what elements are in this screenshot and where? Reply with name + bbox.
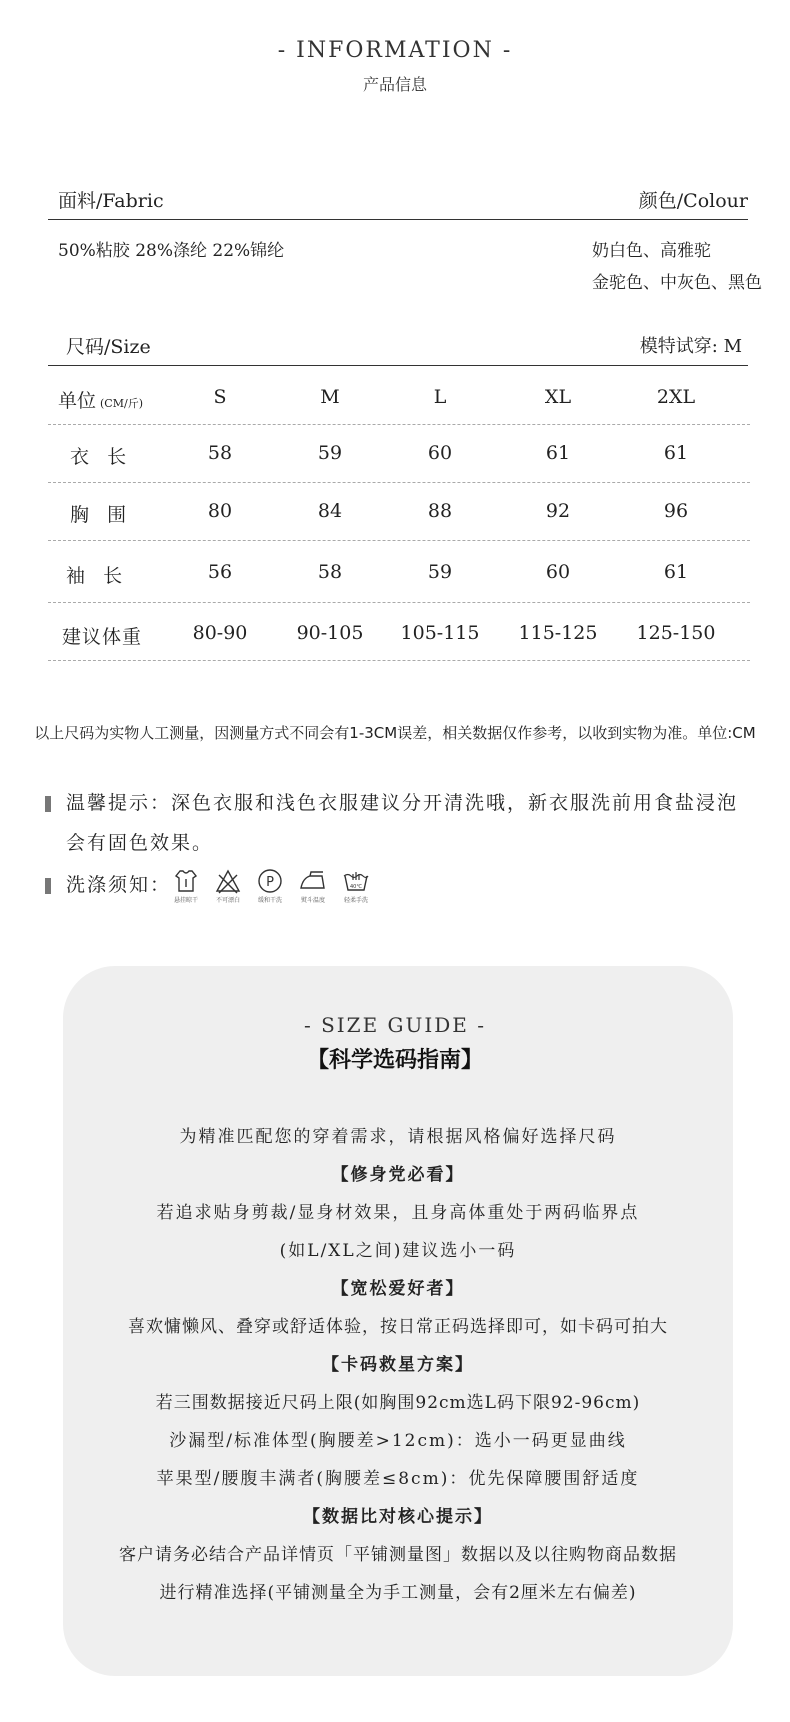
table-dash-line xyxy=(48,424,750,425)
table-cell: 56 xyxy=(207,561,233,583)
guide-line: 沙漏型/标准体型(胸腰差>12cm)：选小一码更显曲线 xyxy=(169,1431,627,1451)
table-cell: 60 xyxy=(545,561,571,583)
table-cell: 60 xyxy=(427,442,453,464)
table-row xyxy=(48,622,750,662)
guide-heading: 【数据比对核心提示】 xyxy=(303,1507,493,1527)
guide-heading: 【修身党必看】 xyxy=(331,1165,465,1185)
table-cell: 88 xyxy=(427,500,453,522)
tip-marker xyxy=(45,878,51,894)
wash-label: 洗涤须知： xyxy=(66,874,172,896)
size-header-row xyxy=(48,386,750,426)
colour-label: 颜色/Colour xyxy=(638,190,748,212)
guide-line: 喜欢慵懒风、叠穿或舒适体验，按日常正码选择即可，如卡码可拍大 xyxy=(128,1317,668,1337)
size-guide-title-en: - SIZE GUIDE - xyxy=(303,1013,487,1037)
table-cell: 90-105 xyxy=(296,622,364,644)
table-cell: 92 xyxy=(545,500,571,522)
hang-dry-icon: 悬挂晾干 xyxy=(168,868,204,904)
table-cell: 105-115 xyxy=(400,622,480,644)
table-cell: 125-150 xyxy=(636,622,716,644)
size-divider xyxy=(48,365,748,366)
guide-line: 若追求贴身剪裁/显身材效果，且身高体重处于两码临界点 xyxy=(156,1203,640,1223)
size-col-2xl: 2XL xyxy=(656,386,696,408)
fabric-value: 50%粘胶 28%涤纶 22%锦纶 xyxy=(58,241,285,261)
table-cell: 61 xyxy=(663,442,689,464)
size-col-s: S xyxy=(213,386,227,408)
fabric-divider xyxy=(48,219,748,220)
table-row xyxy=(48,500,750,540)
table-dash-line xyxy=(48,602,750,603)
table-cell: 61 xyxy=(663,561,689,583)
guide-line: (如L/XL之间)建议选小一码 xyxy=(279,1241,517,1261)
warm-tip-line1: 温馨提示：深色衣服和浅色衣服建议分开清洗哦，新衣服洗前用食盐浸泡 xyxy=(66,792,739,814)
table-dash-line xyxy=(48,482,750,483)
tip-marker xyxy=(45,796,51,812)
iron-icon: 熨斗温度 xyxy=(295,868,331,904)
guide-heading: 【宽松爱好者】 xyxy=(331,1279,465,1299)
measurement-note: 以上尺码为实物人工测量，因测量方式不同会有1-3CM误差，相关数据仅作参考，以收到实物为准。单位:CM xyxy=(34,724,756,742)
table-cell: 59 xyxy=(317,442,343,464)
table-cell: 58 xyxy=(317,561,343,583)
row-label-weight: 建议体重 xyxy=(62,626,143,648)
table-cell: 96 xyxy=(663,500,689,522)
size-label: 尺码/Size xyxy=(66,336,151,358)
dry-clean-p-icon: P 缓和干洗 xyxy=(252,868,288,904)
guide-line: 进行精准选择(平铺测量全为手工测量，会有2厘米左右偏差) xyxy=(159,1583,637,1603)
table-row xyxy=(48,561,750,601)
no-bleach-icon: 不可漂白 xyxy=(210,868,246,904)
fabric-label: 面料/Fabric xyxy=(58,190,164,212)
colour-value-line1: 奶白色、高雅驼 xyxy=(592,241,711,261)
table-cell: 115-125 xyxy=(518,622,598,644)
svg-text:40℃: 40℃ xyxy=(350,884,362,890)
colour-value-line2: 金驼色、中灰色、黑色 xyxy=(592,273,762,293)
hand-wash-icon: 40℃ 轻柔手洗 xyxy=(338,868,374,904)
guide-heading: 【卡码救星方案】 xyxy=(322,1355,474,1375)
table-cell: 59 xyxy=(427,561,453,583)
size-guide-title-cn: 【科学选码指南】 xyxy=(306,1048,483,1073)
table-dash-line xyxy=(48,540,750,541)
row-label-sleeve: 袖 长 xyxy=(66,565,125,587)
guide-line: 客户请务必结合产品详情页「平铺测量图」数据以及以往购物商品数据 xyxy=(119,1545,677,1565)
table-cell: 58 xyxy=(207,442,233,464)
information-title: - INFORMATION - xyxy=(277,38,513,63)
warm-tip-line2: 会有固色效果。 xyxy=(66,832,214,854)
size-col-l: L xyxy=(433,386,447,408)
table-cell: 84 xyxy=(317,500,343,522)
table-dash-line xyxy=(48,660,750,661)
table-cell: 80-90 xyxy=(192,622,248,644)
guide-line: 为精准匹配您的穿着需求，请根据风格偏好选择尺码 xyxy=(179,1127,617,1147)
guide-line: 苹果型/腰腹丰满者(胸腰差≤8cm)：优先保障腰围舒适度 xyxy=(156,1469,640,1489)
guide-line: 若三围数据接近尺码上限(如胸围92cm选L码下限92-96cm) xyxy=(155,1393,641,1413)
information-subtitle: 产品信息 xyxy=(362,75,427,94)
row-label-chest: 胸 围 xyxy=(70,504,129,526)
row-label-length: 衣 长 xyxy=(70,446,129,468)
table-cell: 80 xyxy=(207,500,233,522)
svg-text:P: P xyxy=(266,875,274,890)
unit-label: 单位 (CM/斤) xyxy=(58,390,143,412)
table-cell: 61 xyxy=(545,442,571,464)
model-size-label: 模特试穿: M xyxy=(639,336,742,357)
size-col-m: M xyxy=(320,386,340,408)
size-col-xl: XL xyxy=(544,386,572,408)
table-row xyxy=(48,442,750,482)
